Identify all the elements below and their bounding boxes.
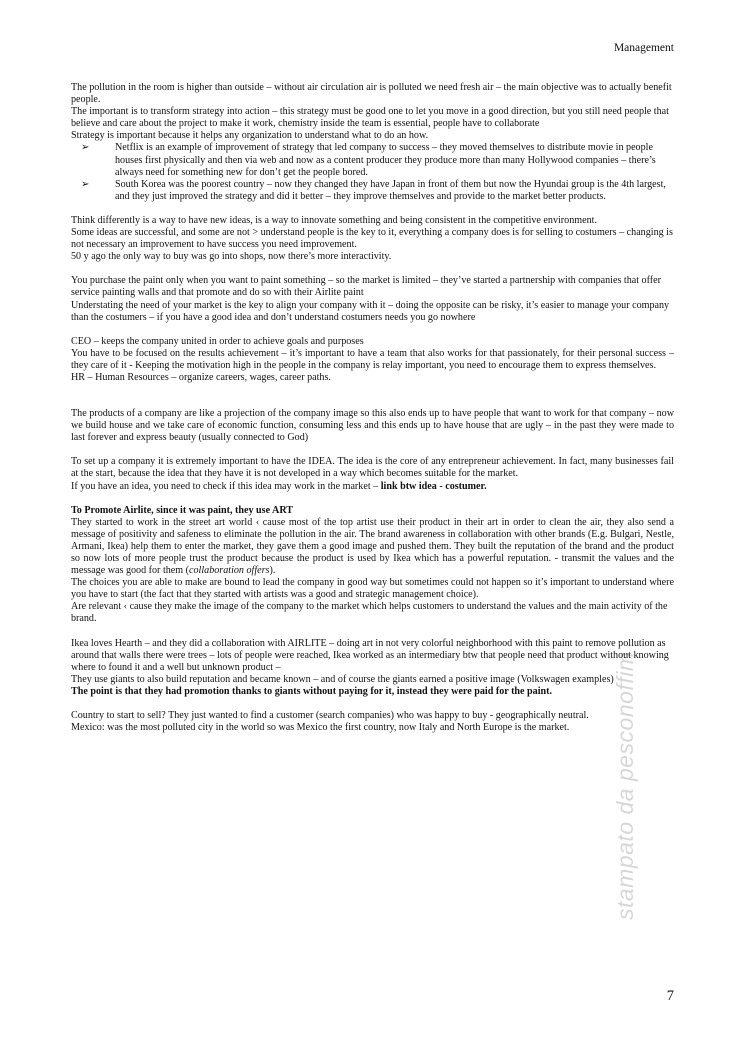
list-item-text: Netflix is an example of improvement of strategy that led company to success – they moved themselves to distribute movie in people houses first physically and then via web and now as a content producer they produce more than many Hollywood companies – there’s always need for something new for don’t get the people bored. [115, 142, 656, 178]
section-heading: To Promote Airlite, since it was paint, they use ART [71, 504, 293, 516]
bold-paragraph: The point is that they had promotion thanks to giants without paying for it, instead they were paid for the paint. [71, 685, 553, 697]
paragraph: You purchase the paint only when you want to paint something – so the market is limited – they’ve started a partnership with companies that offer service painting walls and that promote and do so with their Airlite paint [71, 275, 661, 299]
paragraph: CEO – keeps the company united in order to achieve goals and purposes [71, 335, 364, 347]
paragraph [71, 517, 674, 577]
paragraph: Ikea loves Hearth – and they did a collaboration with AIRLITE – doing art in not very colorful neighborhood with this paint to remove pollution as around that walls there were trees – lots of people were reached, Ikea worked as an intermediary btw that people need that product without knowing where to found it and a well but unknown product – [71, 637, 669, 673]
paragraph: Some ideas are successful, and some are not > understand people is the key to it, everything a company does is for selling to costumers – changing is not necessary an improvement to have success you need improvement. [71, 227, 673, 251]
paragraph: Understating the need of your market is the key to align your company with it – doing the opposite can be risky, it’s easier to manage your company than the costumers – if you have a good idea and don’t understand costumers needs you go nowhere [71, 299, 670, 323]
paragraph: Mexico: was the most polluted city in the world so was Mexico the first country, now Italy and North Europe is the market. [71, 722, 570, 734]
paragraph-text: ). [269, 565, 276, 577]
paragraph: You have to be focused on the results achievement – it’s important to have a team that also works for that passionately, for their personal success – they care of it - Keeping the motivation high in the people in the company is relay important, you need to encourage them to express themselves. [71, 347, 674, 371]
paragraph-text: If you have an idea, you need to check if this idea may work in the market – [71, 480, 381, 492]
list-item [71, 179, 674, 203]
paragraph: They use giants to also build reputation and became known – and of course the giants earned a positive image (Volkswagen examples) [71, 673, 614, 685]
list-item-text: South Korea was the poorest country – now they changed they have Japan in front of them but now the Hyundai group is the 4th largest, and they just improved the strategy and did it better – they improve themselves and provide to the market better products. [115, 178, 666, 202]
paragraph: The products of a company are like a projection of the company image so this also ends up to have people that want to work for that company – now we build house and we take care of economic function, consuming less and this ends up to have house that are ugly – in the past they were made to last forever and express beauty (usually connected to God) [71, 408, 674, 444]
list-item [71, 142, 674, 178]
italic-text: collaboration offers [189, 565, 270, 577]
paragraph [71, 481, 674, 493]
paragraph: To set up a company it is extremely important to have the IDEA. The idea is the core of any entrepreneur achievement. In fact, many businesses fail at the start, because the idea that they have it is not developed in a way which becomes suitable for the market. [71, 456, 674, 480]
paragraph: 50 y ago the only way to buy was go into shops, now there’s more interactivity. [71, 251, 392, 263]
paragraph: Country to start to sell? They just wanted to find a customer (search companies) who was happy to buy - geographically neutral. [71, 710, 589, 722]
page-number: 7 [666, 988, 674, 1004]
arrow-bullet-icon: ➢ [81, 142, 90, 154]
paragraph-text: They started to work in the street art world ‹ cause most of the top artist use their product in their art in order to clean the air, they also send a message of positivity and safeness to eliminate the pollution in the air. The brand awareness in collaboration with other brands (E.g. Bulgari, Nestle, Armani, Ikea) help them to enter the market, they gave them a good image and pushed them. They built the reputation of the brand and the product so now lots of more people trust the product because the product is used by Ikea which has a powerful reputation. - transmit the values and the message was good for them ( [71, 516, 674, 577]
paragraph: The pollution in the room is higher than outside – without air circulation air is polluted we need fresh air – the main objective was to actually benefit people. [71, 82, 672, 106]
paragraph: The important is to transform strategy into action – this strategy must be good one to let you move in a good direction, but you still need people that believe and care about the project to make it work, chemistry inside the team is essential, people have to collaborate [71, 106, 669, 130]
paragraph: The choices you are able to make are bound to lead the company in good way but sometimes could not happen so it’s important to understand where you have to start (the fact that they started with artists was a good and strategic management choice). [71, 577, 674, 601]
document-body [71, 82, 674, 734]
arrow-bullet-icon: ➢ [81, 178, 90, 190]
page-header: Management [613, 42, 674, 54]
paragraph: HR – Human Resources – organize careers, wages, career paths. [71, 371, 331, 383]
paragraph: Are relevant ‹ cause they make the image of the company to the market which helps customers to understand the values and the main activity of the brand. [71, 601, 668, 625]
bullet-list [71, 142, 674, 202]
bold-text: link btw idea - costumer. [380, 480, 487, 492]
watermark: stampato da pesconoffim [612, 651, 638, 920]
paragraph: Think differently is a way to have new ideas, is a way to innovate something and being consistent in the competitive environment. [71, 214, 597, 226]
paragraph: Strategy is important because it helps any organization to understand what to do an how. [71, 130, 429, 142]
